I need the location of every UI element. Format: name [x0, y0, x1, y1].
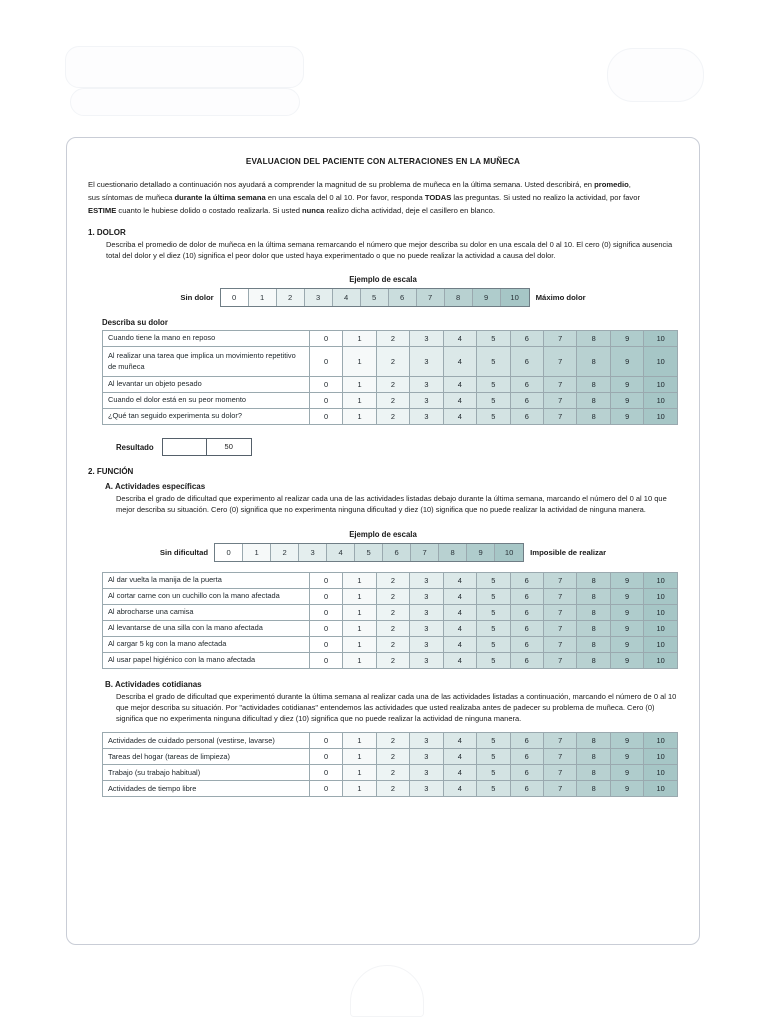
rating-cell-1[interactable]: 1 [343, 604, 376, 620]
rating-cell-10[interactable]: 10 [644, 331, 678, 347]
rating-cell-9[interactable]: 9 [610, 409, 643, 425]
question-label: Trabajo (su trabajo habitual) [103, 765, 310, 781]
question-label: Actividades de tiempo libre [103, 781, 310, 797]
scale-cell-4[interactable]: 4 [333, 289, 361, 306]
section-1-body: Describa el promedio de dolor de muñeca en la última semana remarcando el número que mejor describa su dolor en una escala del 0 al 10. El cero (0) significa ausencia total del dolor y el diez (10) significa el peor dolor que usted haya experimentado o que no puede realizar la actividad a causa del dolor. [106, 239, 673, 260]
rating-cell-4[interactable]: 4 [443, 749, 476, 765]
example-right-label: Imposible de realizar [530, 547, 607, 557]
rating-cell-7[interactable]: 7 [543, 733, 576, 749]
rating-cell-2[interactable]: 2 [376, 749, 409, 765]
rating-cell-7[interactable]: 7 [543, 572, 576, 588]
scale-cell-1[interactable]: 1 [249, 289, 277, 306]
rating-cell-0[interactable]: 0 [309, 749, 342, 765]
rating-cell-6[interactable]: 6 [510, 636, 543, 652]
rating-cell-8[interactable]: 8 [577, 781, 610, 797]
rating-cell-8[interactable]: 8 [577, 749, 610, 765]
rating-cell-8[interactable]: 8 [577, 733, 610, 749]
rating-cell-9[interactable]: 9 [610, 652, 643, 668]
rating-cell-5[interactable]: 5 [477, 765, 510, 781]
rating-cell-1[interactable]: 1 [343, 377, 376, 393]
rating-cell-9[interactable]: 9 [610, 604, 643, 620]
rating-cell-6[interactable]: 6 [510, 409, 543, 425]
rating-cell-6[interactable]: 6 [510, 347, 543, 377]
pain-table-heading: Describa su dolor [102, 318, 168, 328]
rating-cell-4[interactable]: 4 [443, 588, 476, 604]
table-row [103, 781, 678, 797]
section-2a-body: Describa el grado de dificultad que experimento al realizar cada una de las actividades listadas debajo durante la última semana, marcando el número del 0 al 10 que mejor describa su situación. Cero (0) significa que no experimenta ninguna dificultad y diez (10) significa que no puede realizar la actividad de ninguna manera. [116, 494, 667, 515]
scale-cell-1[interactable]: 1 [243, 544, 271, 561]
section-2a-heading [105, 482, 678, 491]
rating-cell-6[interactable]: 6 [510, 620, 543, 636]
scale-cell-8[interactable]: 8 [445, 289, 473, 306]
rating-cell-1[interactable]: 1 [343, 765, 376, 781]
daily-activities-table[interactable] [102, 732, 678, 797]
example-scale-title: Ejemplo de escala [349, 529, 417, 539]
rating-cell-1[interactable]: 1 [343, 572, 376, 588]
rating-cell-10[interactable]: 10 [644, 733, 678, 749]
rating-cell-3[interactable]: 3 [410, 749, 443, 765]
table-row [103, 765, 678, 781]
rating-cell-5[interactable]: 5 [477, 749, 510, 765]
rating-cell-10[interactable]: 10 [644, 636, 678, 652]
rating-cell-8[interactable]: 8 [577, 588, 610, 604]
section-2a-letter: A. [105, 482, 113, 492]
rating-cell-9[interactable]: 9 [610, 347, 643, 377]
rating-cell-1[interactable]: 1 [343, 749, 376, 765]
intro-line: El cuestionario detallado a continuación nos ayudará a comprender la magnitud de su problema de muñeca en la última semana. Usted describirá, en promedio, [88, 180, 631, 189]
rating-cell-7[interactable]: 7 [543, 652, 576, 668]
rating-cell-10[interactable]: 10 [644, 377, 678, 393]
rating-cell-2[interactable]: 2 [376, 572, 409, 588]
scale-cell-0[interactable]: 0 [221, 289, 249, 306]
rating-cell-1[interactable]: 1 [343, 393, 376, 409]
rating-cell-3[interactable]: 3 [410, 331, 443, 347]
rating-cell-2[interactable]: 2 [376, 331, 409, 347]
rating-cell-8[interactable]: 8 [577, 393, 610, 409]
rating-cell-10[interactable]: 10 [644, 749, 678, 765]
rating-cell-4[interactable]: 4 [443, 652, 476, 668]
rating-cell-4[interactable]: 4 [443, 377, 476, 393]
rating-cell-2[interactable]: 2 [376, 393, 409, 409]
question-label: Al dar vuelta la manija de la puerta [103, 572, 310, 588]
rating-cell-2[interactable]: 2 [376, 347, 409, 377]
rating-cell-5[interactable]: 5 [477, 393, 510, 409]
rating-cell-0[interactable]: 0 [309, 781, 342, 797]
scale-cell-6[interactable]: 6 [389, 289, 417, 306]
scale-cell-9[interactable]: 9 [467, 544, 495, 561]
rating-cell-1[interactable]: 1 [343, 636, 376, 652]
rating-cell-3[interactable]: 3 [410, 636, 443, 652]
resultado-label: Resultado [116, 442, 154, 452]
rating-cell-3[interactable]: 3 [410, 781, 443, 797]
table-row [103, 377, 678, 393]
ghost-shape-bottom [350, 965, 424, 1017]
rating-cell-4[interactable]: 4 [443, 733, 476, 749]
rating-cell-5[interactable]: 5 [477, 636, 510, 652]
rating-cell-8[interactable]: 8 [577, 765, 610, 781]
example-right-label: Máximo dolor [535, 293, 586, 303]
pain-example-scale-block [88, 275, 678, 307]
document-page [66, 137, 700, 945]
rating-cell-4[interactable]: 4 [443, 572, 476, 588]
rating-cell-6[interactable]: 6 [510, 393, 543, 409]
function-example-scale-block [88, 530, 678, 562]
rating-cell-3[interactable]: 3 [410, 620, 443, 636]
question-label: ¿Qué tan seguido experimenta su dolor? [103, 409, 310, 425]
rating-cell-7[interactable]: 7 [543, 604, 576, 620]
rating-cell-7[interactable]: 7 [544, 393, 577, 409]
rating-cell-0[interactable]: 0 [309, 652, 342, 668]
rating-cell-9[interactable]: 9 [610, 781, 643, 797]
section-2b-heading [105, 680, 678, 689]
rating-cell-2[interactable]: 2 [376, 604, 409, 620]
specific-activities-table[interactable] [102, 572, 678, 669]
rating-cell-3[interactable]: 3 [410, 588, 443, 604]
rating-cell-0[interactable]: 0 [309, 604, 342, 620]
rating-cell-1[interactable]: 1 [343, 588, 376, 604]
question-label: Al realizar una tarea que implica un movimiento repetitivo de muñeca [103, 347, 310, 377]
scale-cell-6[interactable]: 6 [383, 544, 411, 561]
example-left-label: Sin dificultad [159, 547, 209, 557]
rating-cell-7[interactable]: 7 [544, 347, 577, 377]
rating-cell-8[interactable]: 8 [577, 409, 610, 425]
scale-cell-5[interactable]: 5 [355, 544, 383, 561]
rating-cell-0[interactable]: 0 [309, 588, 342, 604]
rating-cell-9[interactable]: 9 [610, 765, 643, 781]
rating-cell-4[interactable]: 4 [443, 765, 476, 781]
rating-cell-6[interactable]: 6 [510, 733, 543, 749]
table-row [103, 572, 678, 588]
rating-cell-1[interactable]: 1 [343, 620, 376, 636]
question-label: Al cargar 5 kg con la mano afectada [103, 636, 310, 652]
rating-cell-3[interactable]: 3 [410, 572, 443, 588]
rating-cell-6[interactable]: 6 [510, 749, 543, 765]
rating-cell-2[interactable]: 2 [376, 781, 409, 797]
rating-cell-6[interactable]: 6 [510, 604, 543, 620]
scale-cell-8[interactable]: 8 [439, 544, 467, 561]
scale-cell-2[interactable]: 2 [277, 289, 305, 306]
resultado-input-empty[interactable] [163, 439, 207, 455]
rating-cell-6[interactable]: 6 [510, 331, 543, 347]
rating-cell-4[interactable]: 4 [443, 620, 476, 636]
rating-cell-9[interactable]: 9 [610, 331, 643, 347]
rating-cell-0[interactable]: 0 [309, 572, 342, 588]
scale-cell-0[interactable]: 0 [215, 544, 243, 561]
rating-cell-0[interactable]: 0 [309, 409, 342, 425]
rating-cell-2[interactable]: 2 [376, 733, 409, 749]
rating-cell-7[interactable]: 7 [544, 409, 577, 425]
question-label: Tareas del hogar (tareas de limpieza) [103, 749, 310, 765]
ghost-shape-b [70, 88, 300, 116]
resultado-value[interactable]: 50 [224, 442, 233, 452]
rating-cell-0[interactable]: 0 [309, 331, 342, 347]
example-left-label: Sin dolor [180, 293, 214, 303]
example-scale-pain[interactable] [220, 288, 530, 307]
rating-cell-1[interactable]: 1 [343, 347, 376, 377]
rating-cell-0[interactable]: 0 [309, 620, 342, 636]
rating-cell-10[interactable]: 10 [644, 588, 678, 604]
rating-cell-10[interactable]: 10 [644, 604, 678, 620]
rating-cell-7[interactable]: 7 [544, 331, 577, 347]
rating-cell-9[interactable]: 9 [610, 620, 643, 636]
table-row [103, 652, 678, 668]
rating-cell-1[interactable]: 1 [343, 733, 376, 749]
rating-cell-7[interactable]: 7 [543, 781, 576, 797]
rating-cell-3[interactable]: 3 [410, 604, 443, 620]
rating-cell-5[interactable]: 5 [477, 409, 510, 425]
scale-cell-10[interactable]: 10 [495, 544, 523, 561]
scale-cell-10[interactable]: 10 [501, 289, 529, 306]
rating-cell-6[interactable]: 6 [510, 765, 543, 781]
scale-cell-3[interactable]: 3 [299, 544, 327, 561]
rating-cell-0[interactable]: 0 [309, 733, 342, 749]
rating-cell-7[interactable]: 7 [543, 636, 576, 652]
scale-cell-9[interactable]: 9 [473, 289, 501, 306]
rating-cell-9[interactable]: 9 [610, 377, 643, 393]
rating-cell-6[interactable]: 6 [510, 652, 543, 668]
ghost-shape-a [65, 46, 304, 88]
rating-cell-0[interactable]: 0 [309, 347, 342, 377]
section-2a-title: Actividades específicas [114, 482, 206, 492]
page-title: EVALUACION DEL PACIENTE CON ALTERACIONES EN LA MUÑECA [245, 157, 521, 166]
rating-cell-8[interactable]: 8 [577, 347, 610, 377]
table-row [103, 409, 678, 425]
rating-cell-4[interactable]: 4 [443, 781, 476, 797]
pain-table[interactable] [102, 330, 678, 425]
resultado-box[interactable] [162, 438, 252, 456]
rating-cell-5[interactable]: 5 [477, 331, 510, 347]
rating-cell-9[interactable]: 9 [610, 749, 643, 765]
rating-cell-5[interactable]: 5 [477, 347, 510, 377]
rating-cell-3[interactable]: 3 [410, 733, 443, 749]
rating-cell-5[interactable]: 5 [477, 652, 510, 668]
rating-cell-10[interactable]: 10 [644, 765, 678, 781]
rating-cell-5[interactable]: 5 [477, 733, 510, 749]
rating-cell-4[interactable]: 4 [443, 331, 476, 347]
rating-cell-0[interactable]: 0 [309, 377, 342, 393]
rating-cell-8[interactable]: 8 [577, 620, 610, 636]
rating-cell-9[interactable]: 9 [610, 636, 643, 652]
scale-cell-7[interactable]: 7 [411, 544, 439, 561]
question-label: Al levantarse de una silla con la mano afectada [103, 620, 310, 636]
rating-cell-8[interactable]: 8 [577, 572, 610, 588]
rating-cell-7[interactable]: 7 [544, 377, 577, 393]
rating-cell-5[interactable]: 5 [477, 572, 510, 588]
table-row [103, 749, 678, 765]
rating-cell-8[interactable]: 8 [577, 652, 610, 668]
intro-line: ESTIME cuanto le hubiese dolido o costado realizarla. Si usted nunca realizo dicha actividad, deje el casillero en blanco. [88, 206, 495, 216]
rating-cell-9[interactable]: 9 [610, 733, 643, 749]
question-label: Cuando tiene la mano en reposo [103, 331, 310, 347]
rating-cell-10[interactable]: 10 [644, 620, 678, 636]
intro-line: sus síntomas de muñeca durante la última semana en una escala del 0 al 10. Por favor, responda TODAS las preguntas. Si usted no realizo la actividad, por favor [88, 193, 640, 203]
rating-cell-9[interactable]: 9 [610, 393, 643, 409]
question-label: Al abrocharse una camisa [103, 604, 310, 620]
table-row [103, 393, 678, 409]
section-2b-letter: B. [105, 679, 113, 689]
rating-cell-3[interactable]: 3 [410, 409, 443, 425]
rating-cell-3[interactable]: 3 [410, 652, 443, 668]
example-scale-title: Ejemplo de escala [349, 275, 417, 285]
scale-cell-3[interactable]: 3 [305, 289, 333, 306]
rating-cell-4[interactable]: 4 [443, 636, 476, 652]
rating-cell-5[interactable]: 5 [477, 377, 510, 393]
rating-cell-1[interactable]: 1 [343, 781, 376, 797]
rating-cell-10[interactable]: 10 [644, 409, 678, 425]
rating-cell-6[interactable]: 6 [510, 781, 543, 797]
rating-cell-1[interactable]: 1 [343, 652, 376, 668]
rating-cell-10[interactable]: 10 [644, 347, 678, 377]
rating-cell-6[interactable]: 6 [510, 588, 543, 604]
rating-cell-8[interactable]: 8 [577, 636, 610, 652]
rating-cell-2[interactable]: 2 [376, 652, 409, 668]
rating-cell-2[interactable]: 2 [376, 636, 409, 652]
section-2b-title: Actividades cotidianas [114, 679, 202, 689]
rating-cell-3[interactable]: 3 [410, 377, 443, 393]
section-2-heading: 2. FUNCIÓN [88, 467, 134, 477]
rating-cell-5[interactable]: 5 [477, 604, 510, 620]
section-1-heading: 1. DOLOR [88, 227, 126, 237]
scale-cell-5[interactable]: 5 [361, 289, 389, 306]
section-2b-body: Describa el grado de dificultad que experimentó durante la última semana al realizar cada una de las actividades listadas a continuación, marcando el número de 0 al 10 que mejor describa su situación. Por "actividades cotidianas" entendemos las actividades que usted realizaba antes de padecer su problema de muñeca. Cero (0) significa que no experimenta ninguna dificultad y diez (10) significa que no puede realizar la actividad de ninguna manera. [116, 691, 677, 723]
rating-cell-8[interactable]: 8 [577, 377, 610, 393]
rating-cell-7[interactable]: 7 [543, 620, 576, 636]
rating-cell-2[interactable]: 2 [376, 765, 409, 781]
rating-cell-3[interactable]: 3 [410, 393, 443, 409]
rating-cell-10[interactable]: 10 [644, 781, 678, 797]
question-label: Al usar papel higiénico con la mano afectada [103, 652, 310, 668]
rating-cell-0[interactable]: 0 [309, 765, 342, 781]
rating-cell-6[interactable]: 6 [510, 572, 543, 588]
rating-cell-0[interactable]: 0 [309, 636, 342, 652]
rating-cell-6[interactable]: 6 [510, 377, 543, 393]
scale-cell-7[interactable]: 7 [417, 289, 445, 306]
rating-cell-4[interactable]: 4 [443, 409, 476, 425]
scale-cell-4[interactable]: 4 [327, 544, 355, 561]
rating-cell-7[interactable]: 7 [543, 765, 576, 781]
rating-cell-2[interactable]: 2 [376, 409, 409, 425]
rating-cell-8[interactable]: 8 [577, 604, 610, 620]
table-row [103, 620, 678, 636]
ghost-shape-c [607, 48, 704, 102]
table-row [103, 331, 678, 347]
intro-paragraph [88, 179, 678, 217]
rating-cell-4[interactable]: 4 [443, 347, 476, 377]
rating-cell-9[interactable]: 9 [610, 588, 643, 604]
table-row [103, 636, 678, 652]
scan-artifact-layer [0, 0, 768, 140]
rating-cell-1[interactable]: 1 [343, 331, 376, 347]
rating-cell-3[interactable]: 3 [410, 765, 443, 781]
scale-cell-2[interactable]: 2 [271, 544, 299, 561]
rating-cell-8[interactable]: 8 [577, 331, 610, 347]
rating-cell-10[interactable]: 10 [644, 393, 678, 409]
rating-cell-5[interactable]: 5 [477, 620, 510, 636]
rating-cell-1[interactable]: 1 [343, 409, 376, 425]
rating-cell-9[interactable]: 9 [610, 572, 643, 588]
table-row [103, 733, 678, 749]
rating-cell-5[interactable]: 5 [477, 588, 510, 604]
rating-cell-10[interactable]: 10 [644, 572, 678, 588]
table-row [103, 604, 678, 620]
question-label: Cuando el dolor está en su peor momento [103, 393, 310, 409]
resultado-row [116, 438, 678, 456]
rating-cell-2[interactable]: 2 [376, 620, 409, 636]
rating-cell-10[interactable]: 10 [644, 652, 678, 668]
table-row [103, 347, 678, 377]
rating-cell-7[interactable]: 7 [543, 749, 576, 765]
rating-cell-2[interactable]: 2 [376, 588, 409, 604]
table-row [103, 588, 678, 604]
question-label: Al cortar carne con un cuchillo con la mano afectada [103, 588, 310, 604]
rating-cell-4[interactable]: 4 [443, 604, 476, 620]
rating-cell-7[interactable]: 7 [543, 588, 576, 604]
rating-cell-2[interactable]: 2 [376, 377, 409, 393]
rating-cell-0[interactable]: 0 [309, 393, 342, 409]
rating-cell-5[interactable]: 5 [477, 781, 510, 797]
rating-cell-4[interactable]: 4 [443, 393, 476, 409]
example-scale-function[interactable] [214, 543, 524, 562]
question-label: Actividades de cuidado personal (vestirse, lavarse) [103, 733, 310, 749]
question-label: Al levantar un objeto pesado [103, 377, 310, 393]
rating-cell-3[interactable]: 3 [410, 347, 443, 377]
